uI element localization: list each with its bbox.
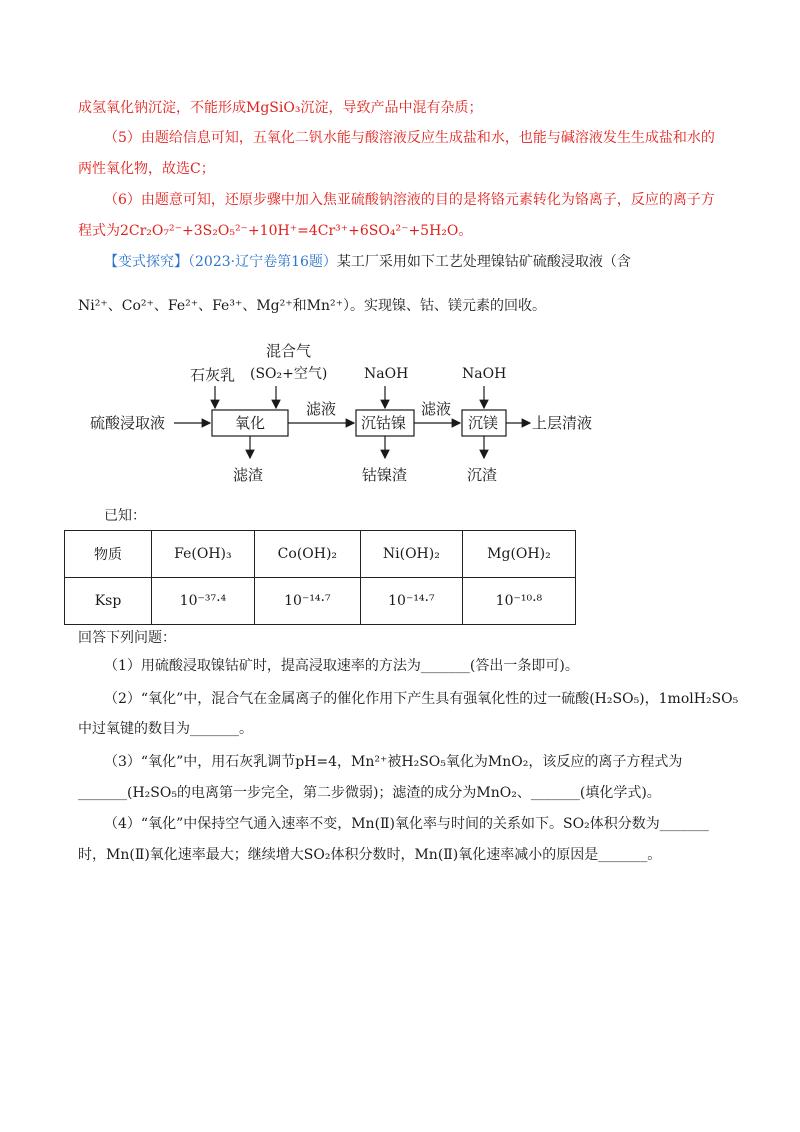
ksp-table [64, 530, 576, 625]
naoh-2-label: NaOH [462, 366, 507, 382]
table-cell: 10⁻³⁷·⁴ [152, 578, 255, 625]
residue-2-label: 钴镍渣 [362, 466, 408, 484]
known-label: 已知： [104, 508, 146, 524]
residue-3-label: 沉渣 [467, 466, 498, 484]
ion-list: Ni²⁺、Co²⁺、Fe²⁺、Fe³⁺、Mg²⁺和Mn²⁺）。实现镍、钴、镁元素的回收。 [78, 298, 546, 314]
table-header-cell: Co(OH)₂ [254, 531, 360, 578]
questions-lead: 回答下列问题： [78, 630, 176, 646]
magnesium-precip-label: 沉镁 [468, 414, 499, 432]
oxidation-label: 氧化 [235, 414, 266, 432]
question-1: （1）用硫酸浸取镍钴矿时，提高浸取速率的方法为_______(答出一条即可)。 [104, 658, 579, 674]
table-header-cell: 物质 [65, 531, 152, 578]
table-cell: 10⁻¹⁰·⁸ [462, 578, 575, 625]
answer-line-4: （6）由题意可知，还原步骤中加入焦亚硫酸钠溶液的目的是将铬元素转化为铬离子，反应的离子方 [104, 192, 715, 208]
mixgas-composition: (SO₂+空气) [250, 366, 328, 382]
question-3-line-1: （3）“氧化”中，用石灰乳调节pH=4，Mn²⁺被H₂SO₅氧化为MnO₂，该反应的离子方程式为 [104, 754, 683, 770]
question-2-line-2: 中过氧键的数目为_______。 [78, 721, 253, 737]
input-label: 硫酸浸取液 [90, 414, 166, 432]
process-flow-diagram [90, 336, 610, 486]
table-row [65, 531, 576, 578]
table-header-cell: Ni(OH)₂ [360, 531, 462, 578]
ksp-label-cell: Ksp [65, 578, 152, 625]
answer-line-1: 成氢氧化钠沉淀，不能形成MgSiO₃沉淀，导致产品中混有杂质； [78, 100, 483, 116]
table-cell: 10⁻¹⁴·⁷ [254, 578, 360, 625]
question-intro [104, 252, 631, 272]
filtrate-1-label: 滤液 [306, 400, 337, 418]
lime-label: 石灰乳 [190, 366, 236, 384]
answer-line-3: 两性氧化物，故选C； [78, 161, 215, 177]
answer-line-5: 程式为2Cr₂O₇²⁻+3S₂O₅²⁻+10H⁺=4Cr³⁺+6SO₄²⁻+5H₂O。 [78, 223, 473, 239]
question-2-line-1: （2）“氧化”中，混合气在金属离子的催化作用下产生具有强氧化性的过一硫酸(H₂SO₅)，1molH₂SO₅ [104, 691, 739, 707]
residue-1-label: 滤渣 [233, 466, 264, 484]
question-4-line-2: 时，Mn(Ⅱ)氧化速率最大；继续增大SO₂体积分数时，Mn(Ⅱ)氧化速率减小的原因是_______。 [78, 847, 662, 863]
table-row [65, 578, 576, 625]
table-cell: 10⁻¹⁴·⁷ [360, 578, 462, 625]
filtrate-2-label: 滤液 [421, 400, 452, 418]
mixgas-label: 混合气 [266, 342, 312, 360]
question-intro-text: 某工厂采用如下工艺处理镍钴矿硫酸浸取液（含 [336, 254, 631, 270]
naoh-1-label: NaOH [364, 366, 409, 382]
cobalt-nickel-precip-label: 沉钴镍 [361, 414, 407, 432]
question-3-line-2: _______(H₂SO₅的电离第一步完全，第二步微弱)；滤渣的成分为MnO₂、_______(填化学式)。 [78, 785, 661, 801]
question-4-line-1: （4）“氧化”中保持空气通入速率不变，Mn(Ⅱ)氧化率与时间的关系如下。SO₂体积分数为_______ [104, 816, 709, 832]
table-header-cell: Fe(OH)₃ [152, 531, 255, 578]
answer-line-2: （5）由题给信息可知，五氧化二钒水能与酸溶液反应生成盐和水，也能与碱溶液发生生成盐和水的 [104, 130, 715, 146]
question-source: （2023·辽宁卷第16题） [188, 254, 337, 270]
table-header-cell: Mg(OH)₂ [462, 531, 575, 578]
output-label: 上层清液 [532, 414, 593, 432]
variant-tag: 【变式探究】 [104, 254, 188, 270]
